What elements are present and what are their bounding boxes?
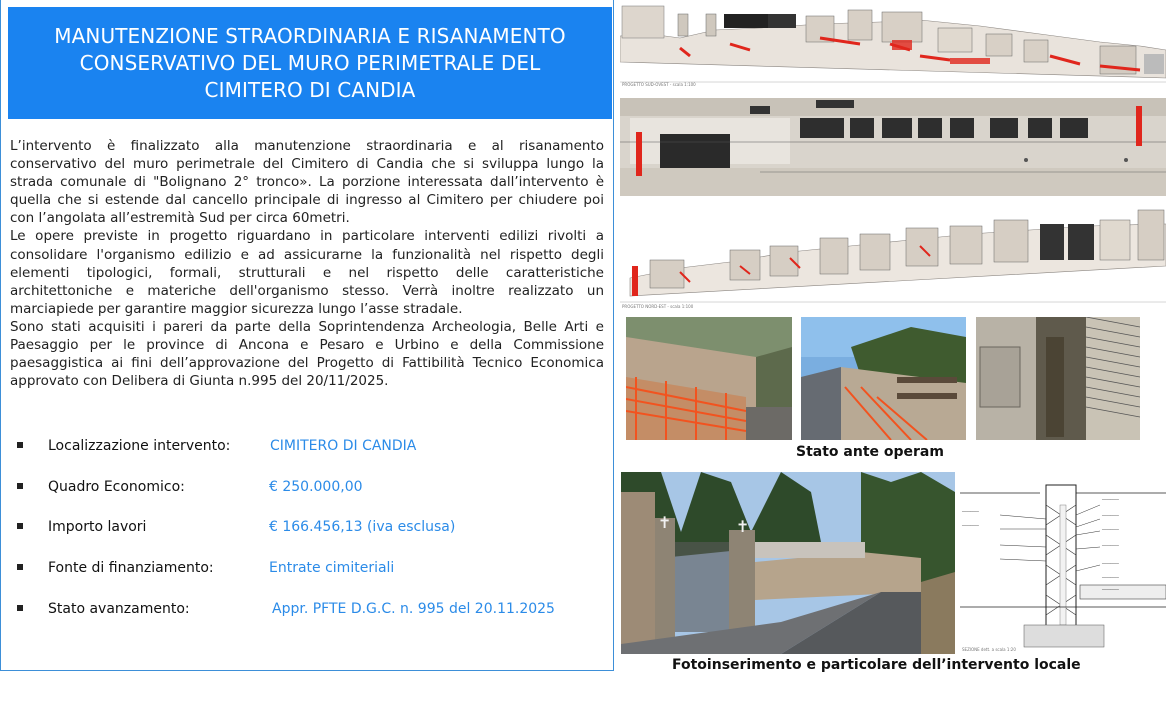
drawing-label: PROGETTO NORD-EST - scala 1:100 <box>622 304 694 309</box>
svg-text:────────: ──────── <box>962 510 979 514</box>
project-info-panel <box>0 0 614 671</box>
svg-text:✝: ✝ <box>658 513 672 532</box>
svg-text:────────: ──────── <box>1102 588 1119 592</box>
bullet-icon <box>17 523 23 529</box>
detail-value: € 250.000,00 <box>269 479 363 495</box>
page-title: MANUTENZIONE STRAORDINARIA E RISANAMENTO CONSERVATIVO DEL MURO PERIMETRALE DEL CIMITERO DI CANDIA <box>54 23 566 102</box>
detail-row-importo-lavori <box>15 517 605 537</box>
caption-fotoinserimento: Fotoinserimento e particolare dell’intervento locale <box>672 657 1081 673</box>
detail-value: CIMITERO DI CANDIA <box>270 438 417 454</box>
detail-value: Entrate cimiteriali <box>269 560 395 576</box>
bullet-icon <box>17 564 23 570</box>
svg-text:────────: ──────── <box>1102 498 1119 502</box>
drawing-label: PROGETTO SUD-OVEST - scala 1:100 <box>622 82 696 87</box>
photo-fotoinserimento <box>621 472 955 654</box>
detail-value: Appr. PFTE D.G.C. n. 995 del 20.11.2025 <box>272 601 555 617</box>
bullet-icon <box>17 483 23 489</box>
elevation-drawing-north-east <box>620 206 1166 312</box>
svg-text:────────: ──────── <box>1102 562 1119 566</box>
detail-label: Fonte di finanziamento: <box>48 560 214 576</box>
detail-row-stato-avanzamento <box>15 599 605 619</box>
svg-text:────────: ──────── <box>962 524 979 528</box>
photo-ante-operam-3 <box>976 317 1140 440</box>
caption-stato-ante-operam: Stato ante operam <box>796 444 944 460</box>
detail-row-fonte-finanziamento <box>15 558 605 578</box>
description-paragraph: Le opere previste in progetto riguardano in particolare interventi edilizi rivolti a consolidare l'organismo edilizio e ad assicurarne la funzionalità nel rispetto degli elementi tipologici, formali, strutturali e nel rispetto delle caratteristiche architettoniche e materiche dell'organismo stesso. Verrà inoltre realizzato un marciapiede per garantire maggior sicurezza lungo l’asse stradale. <box>10 228 604 317</box>
detail-label: Importo lavori <box>48 519 147 535</box>
detail-label: Quadro Economico: <box>48 479 185 495</box>
plan-drawing <box>620 98 1166 196</box>
detail-row-quadro-economico <box>15 477 605 497</box>
detail-label: Localizzazione intervento: <box>48 438 231 454</box>
svg-text:────────: ──────── <box>1102 544 1119 548</box>
svg-text:────────: ──────── <box>1102 576 1119 580</box>
detail-label: Stato avanzamento: <box>48 601 190 617</box>
description-paragraph: L’intervento è finalizzato alla manutenzione straordinaria e al risanamento conservativo del muro perimetrale del Cimitero di Candia che si sviluppa lungo la strada comunale di "Bolignano 2° tronco». La porzione interessata dall’intervento è quella che si estende dal cancello principale di ingresso al Cimitero per chiudere poi con l’angolata all’estremità Sud per circa 60metri. <box>10 138 604 227</box>
description-paragraph: Sono stati acquisiti i pareri da parte della Soprintendenza Archeologia, Belle Arti e Paesaggio per le province di Ancona e Pesaro e Urbino e della Commissione paesaggistica ai fini dell’approvazione del Progetto di Fattibilità Tecnico Economica approvato con Delibera di Giunta n.995 del 20/11/2025. <box>10 318 604 390</box>
svg-text:────────: ──────── <box>1102 514 1119 518</box>
svg-text:────────: ──────── <box>1102 528 1119 532</box>
detail-value: € 166.456,13 (iva esclusa) <box>269 519 456 535</box>
detail-row-localizzazione <box>15 436 605 456</box>
bullet-icon <box>17 605 23 611</box>
section-detail-drawing <box>960 475 1166 655</box>
svg-text:✝: ✝ <box>736 517 750 536</box>
photo-ante-operam-1 <box>626 317 792 440</box>
drawing-label: SEZIONE dett. a scala 1:20 <box>962 647 1016 652</box>
title-banner <box>8 7 612 119</box>
bullet-icon <box>17 442 23 448</box>
project-description <box>10 137 604 390</box>
elevation-drawing-south-west <box>620 0 1166 88</box>
photo-ante-operam-2 <box>801 317 966 440</box>
